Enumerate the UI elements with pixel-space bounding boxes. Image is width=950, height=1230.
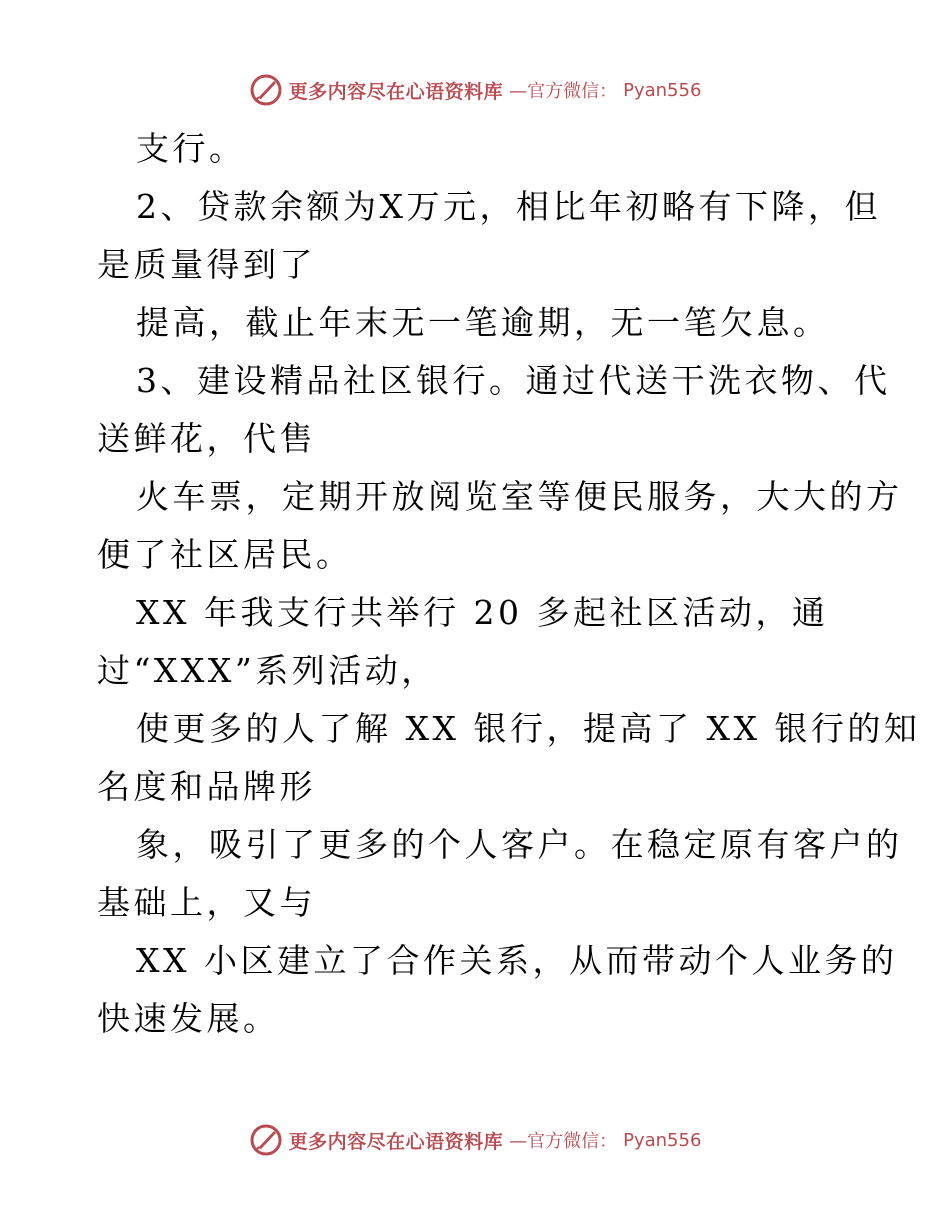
body-line: 快速发展。 bbox=[97, 999, 280, 1038]
body-line: 2、贷款余额为X万元，相比年初略有下降，但 bbox=[136, 187, 881, 226]
body-line: 火车票，定期开放阅览室等便民服务，大大的方 bbox=[136, 477, 903, 516]
body-line: 提高，截止年末无一笔逾期，无一笔欠息。 bbox=[136, 303, 830, 342]
body-line: XX 小区建立了合作关系，从而带动个人业务的 bbox=[136, 941, 898, 980]
watermark-contact: Pyan556 bbox=[623, 1129, 702, 1151]
watermark-brand: 更多内容尽在心语资料库 bbox=[288, 1130, 504, 1153]
body-line: XX 年我支行共举行 20 多起社区活动，通 bbox=[136, 593, 829, 632]
watermark-brand: 更多内容尽在心语资料库 bbox=[288, 80, 504, 103]
body-line: 是质量得到了 bbox=[97, 245, 316, 284]
body-line: 象，吸引了更多的个人客户。在稳定原有客户的 bbox=[136, 825, 903, 864]
quill-pen-circle-icon bbox=[249, 1123, 283, 1157]
body-line: 支行。 bbox=[136, 129, 246, 168]
body-line: 送鲜花，代售 bbox=[97, 419, 316, 458]
watermark-separator: —官方微信： bbox=[509, 1131, 618, 1152]
watermark-contact: Pyan556 bbox=[623, 79, 702, 101]
body-line: 便了社区居民。 bbox=[97, 535, 353, 574]
body-line: 名度和品牌形 bbox=[97, 767, 316, 806]
body-line: 使更多的人了解 XX 银行，提高了 XX 银行的知 bbox=[136, 709, 921, 748]
body-line: 3、建设精品社区银行。通过代送干洗衣物、代 bbox=[136, 361, 891, 400]
footer-watermark bbox=[0, 1120, 950, 1160]
header-watermark bbox=[0, 70, 950, 110]
watermark-separator: —官方微信： bbox=[509, 81, 618, 102]
quill-pen-circle-icon bbox=[249, 73, 283, 107]
body-line: 过“XXX”系列活动， bbox=[97, 651, 438, 690]
body-line: 基础上，又与 bbox=[97, 883, 316, 922]
